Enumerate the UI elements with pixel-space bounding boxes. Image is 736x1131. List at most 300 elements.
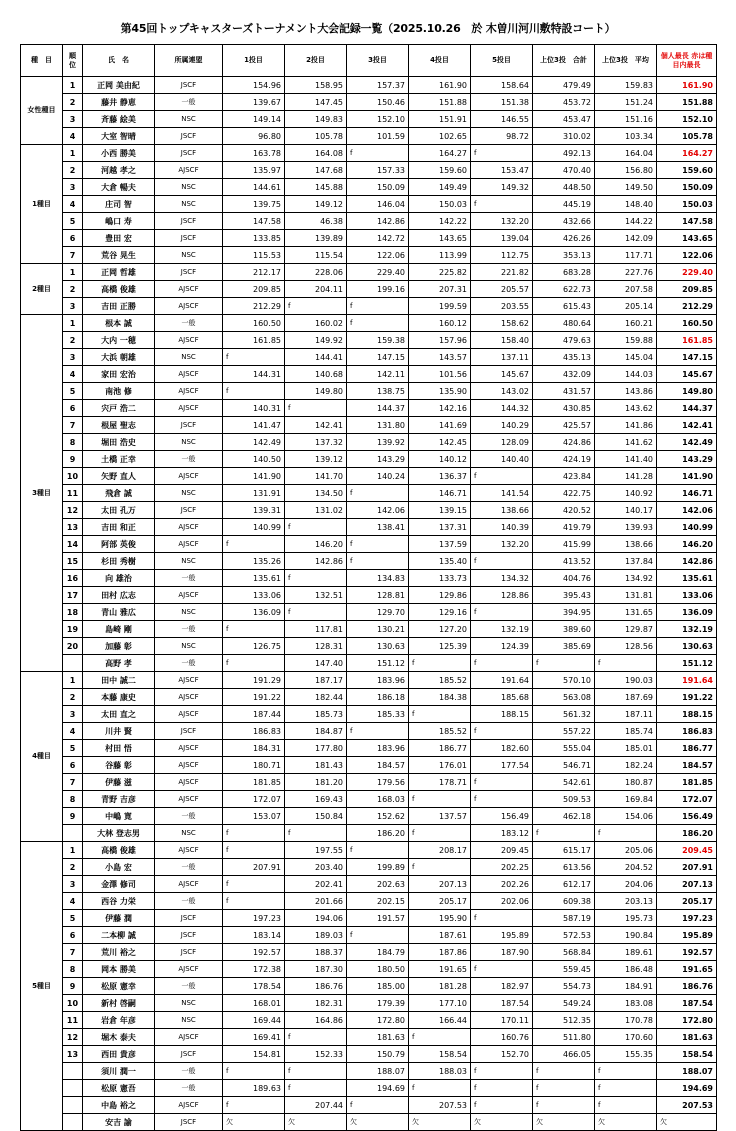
throw-4-cell: 142.45 — [409, 434, 471, 451]
rank-cell: 11 — [63, 485, 83, 502]
throw-3-cell: 138.75 — [347, 383, 409, 400]
throw-2-cell: f — [285, 1029, 347, 1046]
throw-4-cell: 199.59 — [409, 298, 471, 315]
rank-cell: 2 — [63, 859, 83, 876]
rank-cell: 1 — [63, 264, 83, 281]
throw-3-cell: 146.04 — [347, 196, 409, 213]
table-row — [21, 774, 717, 791]
affiliation-cell: NSC — [155, 434, 223, 451]
rank-cell: 3 — [63, 179, 83, 196]
top3-average-cell: 183.08 — [595, 995, 657, 1012]
personal-best-cell: 136.09 — [657, 604, 717, 621]
throw-1-cell: 149.14 — [223, 111, 285, 128]
table-row — [21, 655, 717, 672]
throw-2-cell: f — [285, 825, 347, 842]
throw-3-cell: 188.07 — [347, 1063, 409, 1080]
player-name: 高橋 俊雄 — [83, 842, 155, 859]
table-row — [21, 961, 717, 978]
event-name: 女性種目 — [21, 77, 63, 145]
throw-2-cell: 149.12 — [285, 196, 347, 213]
throw-3-cell: 150.46 — [347, 94, 409, 111]
personal-best-cell: 161.90 — [657, 77, 717, 94]
personal-best-cell: 172.07 — [657, 791, 717, 808]
throw-1-cell: f — [223, 536, 285, 553]
table-row — [21, 621, 717, 638]
affiliation-cell: NSC — [155, 111, 223, 128]
throw-2-cell: 185.73 — [285, 706, 347, 723]
top3-average-cell: 186.48 — [595, 961, 657, 978]
personal-best-cell: 181.63 — [657, 1029, 717, 1046]
top3-total-cell: 462.18 — [533, 808, 595, 825]
throw-3-cell: f — [347, 315, 409, 332]
table-row — [21, 1046, 717, 1063]
throw-4-cell: 151.91 — [409, 111, 471, 128]
throw-3-cell: 147.15 — [347, 349, 409, 366]
table-row — [21, 842, 717, 859]
throw-1-cell: 160.50 — [223, 315, 285, 332]
personal-best-cell: 144.37 — [657, 400, 717, 417]
top3-average-cell: 190.03 — [595, 672, 657, 689]
affiliation-cell: AJSCF — [155, 162, 223, 179]
throw-3-cell: 179.56 — [347, 774, 409, 791]
rank-cell: 2 — [63, 162, 83, 179]
personal-best-cell: 187.54 — [657, 995, 717, 1012]
throw-4-cell: f — [409, 791, 471, 808]
throw-4-cell: 129.86 — [409, 587, 471, 604]
player-name: 川井 賢 — [83, 723, 155, 740]
throw-4-cell: 184.38 — [409, 689, 471, 706]
player-name: 二本柳 誠 — [83, 927, 155, 944]
throw-2-cell: 201.66 — [285, 893, 347, 910]
event-name: 1種目 — [21, 145, 63, 264]
affiliation-cell: 一般 — [155, 808, 223, 825]
throw-4-cell: f — [409, 1080, 471, 1097]
personal-best-cell: 186.77 — [657, 740, 717, 757]
top3-average-cell: 138.66 — [595, 536, 657, 553]
throw-4-cell: 125.39 — [409, 638, 471, 655]
throw-3-cell: f — [347, 723, 409, 740]
throw-3-cell: 139.92 — [347, 434, 409, 451]
throw-4-cell: 142.22 — [409, 213, 471, 230]
throw-5-cell: 187.90 — [471, 944, 533, 961]
throw-5-cell: 209.45 — [471, 842, 533, 859]
top3-average-cell: 151.24 — [595, 94, 657, 111]
affiliation-cell: AJSCF — [155, 1029, 223, 1046]
throw-3-cell: 131.80 — [347, 417, 409, 434]
player-name: 正岡 美由紀 — [83, 77, 155, 94]
top3-average-cell: 103.34 — [595, 128, 657, 145]
affiliation-cell: AJSCF — [155, 281, 223, 298]
top3-average-cell: 185.74 — [595, 723, 657, 740]
player-name: 吉田 正勝 — [83, 298, 155, 315]
throw-3-cell: f — [347, 536, 409, 553]
throw-1-cell: 141.47 — [223, 417, 285, 434]
table-row — [21, 281, 717, 298]
rank-cell: 5 — [63, 213, 83, 230]
top3-average-cell: 欠 — [595, 1114, 657, 1131]
affiliation-cell: AJSCF — [155, 791, 223, 808]
top3-average-cell: 170.78 — [595, 1012, 657, 1029]
top3-average-cell: 144.22 — [595, 213, 657, 230]
personal-best-cell: 186.76 — [657, 978, 717, 995]
rank-cell: 2 — [63, 332, 83, 349]
throw-3-cell: 180.50 — [347, 961, 409, 978]
personal-best-cell: 152.10 — [657, 111, 717, 128]
header-cell: 個人最長 赤は種目内最長 — [657, 45, 717, 77]
throw-3-cell: 143.29 — [347, 451, 409, 468]
throw-5-cell: f — [471, 145, 533, 162]
results-body — [21, 77, 717, 1131]
rank-cell: 1 — [63, 77, 83, 94]
table-row — [21, 604, 717, 621]
top3-average-cell: 170.60 — [595, 1029, 657, 1046]
throw-2-cell: 欠 — [285, 1114, 347, 1131]
throw-3-cell: 199.89 — [347, 859, 409, 876]
top3-total-cell: 572.53 — [533, 927, 595, 944]
throw-3-cell: 140.24 — [347, 468, 409, 485]
rank-cell — [63, 1114, 83, 1131]
throw-4-cell: 161.90 — [409, 77, 471, 94]
throw-2-cell: 202.41 — [285, 876, 347, 893]
top3-average-cell: 182.24 — [595, 757, 657, 774]
top3-average-cell: 144.03 — [595, 366, 657, 383]
affiliation-cell: 一般 — [155, 1080, 223, 1097]
personal-best-cell: 141.90 — [657, 468, 717, 485]
top3-average-cell: 141.40 — [595, 451, 657, 468]
affiliation-cell: AJSCF — [155, 842, 223, 859]
throw-5-cell: 140.29 — [471, 417, 533, 434]
top3-total-cell: 555.04 — [533, 740, 595, 757]
table-row — [21, 587, 717, 604]
personal-best-cell: 192.57 — [657, 944, 717, 961]
personal-best-cell: 142.41 — [657, 417, 717, 434]
personal-best-cell: 135.61 — [657, 570, 717, 587]
player-name: 太田 直之 — [83, 706, 155, 723]
throw-1-cell: 161.85 — [223, 332, 285, 349]
throw-1-cell: 212.17 — [223, 264, 285, 281]
player-name: 新村 啓嗣 — [83, 995, 155, 1012]
player-name: 岩倉 年彦 — [83, 1012, 155, 1029]
table-row — [21, 383, 717, 400]
throw-5-cell: f — [471, 196, 533, 213]
top3-total-cell: 492.13 — [533, 145, 595, 162]
throw-3-cell: f — [347, 485, 409, 502]
rank-cell: 8 — [63, 434, 83, 451]
throw-2-cell: 177.80 — [285, 740, 347, 757]
throw-4-cell: 151.88 — [409, 94, 471, 111]
rank-cell: 4 — [63, 723, 83, 740]
personal-best-cell: 188.07 — [657, 1063, 717, 1080]
player-name: 飛倉 誠 — [83, 485, 155, 502]
personal-best-cell: 164.27 — [657, 145, 717, 162]
affiliation-cell: NSC — [155, 995, 223, 1012]
top3-total-cell: 587.19 — [533, 910, 595, 927]
throw-5-cell: f — [471, 774, 533, 791]
throw-1-cell: 181.85 — [223, 774, 285, 791]
throw-4-cell: 135.40 — [409, 553, 471, 570]
header-cell: 所属連盟 — [155, 45, 223, 77]
affiliation-cell: JSCF — [155, 230, 223, 247]
throw-3-cell: 142.06 — [347, 502, 409, 519]
personal-best-cell: 143.29 — [657, 451, 717, 468]
personal-best-cell: 161.85 — [657, 332, 717, 349]
affiliation-cell: JSCF — [155, 1046, 223, 1063]
affiliation-cell: NSC — [155, 196, 223, 213]
table-row — [21, 417, 717, 434]
throw-1-cell: 136.09 — [223, 604, 285, 621]
affiliation-cell: NSC — [155, 825, 223, 842]
player-name: 金澤 修司 — [83, 876, 155, 893]
throw-2-cell: 131.02 — [285, 502, 347, 519]
throw-2-cell: 147.45 — [285, 94, 347, 111]
affiliation-cell: JSCF — [155, 264, 223, 281]
top3-total-cell: 423.84 — [533, 468, 595, 485]
throw-4-cell: 207.13 — [409, 876, 471, 893]
throw-4-cell: 160.12 — [409, 315, 471, 332]
header-cell: 4投目 — [409, 45, 471, 77]
affiliation-cell: AJSCF — [155, 366, 223, 383]
personal-best-cell: 186.83 — [657, 723, 717, 740]
player-name: 高野 孝 — [83, 655, 155, 672]
top3-average-cell: 155.35 — [595, 1046, 657, 1063]
player-name: 大室 智晴 — [83, 128, 155, 145]
player-name: 大内 一穂 — [83, 332, 155, 349]
throw-3-cell: 130.63 — [347, 638, 409, 655]
top3-average-cell: 195.73 — [595, 910, 657, 927]
throw-5-cell: 202.25 — [471, 859, 533, 876]
top3-average-cell: 143.62 — [595, 400, 657, 417]
throw-1-cell: 172.07 — [223, 791, 285, 808]
top3-total-cell: 425.57 — [533, 417, 595, 434]
rank-cell: 6 — [63, 400, 83, 417]
throw-2-cell: f — [285, 570, 347, 587]
throw-2-cell: 184.87 — [285, 723, 347, 740]
throw-1-cell: f — [223, 655, 285, 672]
rank-cell: 13 — [63, 519, 83, 536]
top3-total-cell: 609.38 — [533, 893, 595, 910]
throw-4-cell: 178.71 — [409, 774, 471, 791]
throw-3-cell: 184.57 — [347, 757, 409, 774]
top3-total-cell: 422.75 — [533, 485, 595, 502]
player-name: 荒谷 晃生 — [83, 247, 155, 264]
header-cell: 種 目 — [21, 45, 63, 77]
throw-4-cell: 177.10 — [409, 995, 471, 1012]
throw-2-cell: 187.17 — [285, 672, 347, 689]
player-name: 根本 誠 — [83, 315, 155, 332]
throw-3-cell: f — [347, 298, 409, 315]
rank-cell: 4 — [63, 196, 83, 213]
throw-3-cell: f — [347, 553, 409, 570]
throw-1-cell: 212.29 — [223, 298, 285, 315]
throw-2-cell: 181.20 — [285, 774, 347, 791]
affiliation-cell: AJSCF — [155, 740, 223, 757]
personal-best-cell: 194.69 — [657, 1080, 717, 1097]
personal-best-cell: 150.09 — [657, 179, 717, 196]
throw-1-cell: 96.80 — [223, 128, 285, 145]
table-row — [21, 672, 717, 689]
top3-total-cell: 563.08 — [533, 689, 595, 706]
player-name: 本藤 康史 — [83, 689, 155, 706]
table-row — [21, 230, 717, 247]
rank-cell — [63, 1080, 83, 1097]
top3-average-cell: 160.21 — [595, 315, 657, 332]
personal-best-cell: 207.91 — [657, 859, 717, 876]
top3-total-cell: 395.43 — [533, 587, 595, 604]
player-name: 伊藤 潤 — [83, 910, 155, 927]
top3-total-cell: 424.19 — [533, 451, 595, 468]
throw-5-cell: 158.40 — [471, 332, 533, 349]
affiliation-cell: AJSCF — [155, 536, 223, 553]
throw-4-cell: 185.52 — [409, 672, 471, 689]
top3-total-cell: 613.56 — [533, 859, 595, 876]
throw-5-cell: f — [471, 961, 533, 978]
throw-4-cell: 101.56 — [409, 366, 471, 383]
throw-3-cell: 142.11 — [347, 366, 409, 383]
rank-cell: 5 — [63, 910, 83, 927]
player-name: 田村 広志 — [83, 587, 155, 604]
player-name: 庄司 智 — [83, 196, 155, 213]
player-name: 加藤 彰 — [83, 638, 155, 655]
top3-average-cell: 141.86 — [595, 417, 657, 434]
rank-cell: 3 — [63, 111, 83, 128]
throw-4-cell: 195.90 — [409, 910, 471, 927]
throw-1-cell: 154.81 — [223, 1046, 285, 1063]
throw-5-cell: 132.19 — [471, 621, 533, 638]
throw-3-cell: f — [347, 145, 409, 162]
affiliation-cell: 一般 — [155, 893, 223, 910]
throw-3-cell: 142.72 — [347, 230, 409, 247]
personal-best-cell: 105.78 — [657, 128, 717, 145]
throw-2-cell: 186.76 — [285, 978, 347, 995]
personal-best-cell: 151.12 — [657, 655, 717, 672]
personal-best-cell: 142.06 — [657, 502, 717, 519]
top3-total-cell: 612.17 — [533, 876, 595, 893]
throw-1-cell: f — [223, 621, 285, 638]
personal-best-cell: 209.85 — [657, 281, 717, 298]
table-row — [21, 791, 717, 808]
top3-average-cell: 185.01 — [595, 740, 657, 757]
throw-4-cell: 188.03 — [409, 1063, 471, 1080]
table-row — [21, 876, 717, 893]
top3-total-cell: 432.09 — [533, 366, 595, 383]
top3-average-cell: f — [595, 1063, 657, 1080]
player-name: 豊田 宏 — [83, 230, 155, 247]
throw-3-cell: 144.37 — [347, 400, 409, 417]
affiliation-cell: 一般 — [155, 621, 223, 638]
rank-cell: 3 — [63, 298, 83, 315]
player-name: 小島 宏 — [83, 859, 155, 876]
affiliation-cell: 一般 — [155, 978, 223, 995]
throw-2-cell: 145.88 — [285, 179, 347, 196]
throw-2-cell: 207.44 — [285, 1097, 347, 1114]
top3-total-cell: 424.86 — [533, 434, 595, 451]
throw-5-cell: 188.15 — [471, 706, 533, 723]
throw-2-cell: f — [285, 298, 347, 315]
rank-cell: 3 — [63, 706, 83, 723]
throw-2-cell: 149.83 — [285, 111, 347, 128]
top3-average-cell: 148.40 — [595, 196, 657, 213]
table-row — [21, 1080, 717, 1097]
throw-5-cell: 153.47 — [471, 162, 533, 179]
throw-1-cell: 133.85 — [223, 230, 285, 247]
table-row — [21, 213, 717, 230]
top3-total-cell: 549.24 — [533, 995, 595, 1012]
affiliation-cell: JSCF — [155, 944, 223, 961]
throw-5-cell: 140.40 — [471, 451, 533, 468]
throw-1-cell: 115.53 — [223, 247, 285, 264]
top3-average-cell: f — [595, 655, 657, 672]
throw-1-cell: 135.97 — [223, 162, 285, 179]
affiliation-cell: AJSCF — [155, 672, 223, 689]
rank-cell: 10 — [63, 468, 83, 485]
throw-2-cell: f — [285, 604, 347, 621]
affiliation-cell: AJSCF — [155, 689, 223, 706]
throw-4-cell: 191.65 — [409, 961, 471, 978]
throw-2-cell: 164.08 — [285, 145, 347, 162]
personal-best-cell: 205.17 — [657, 893, 717, 910]
affiliation-cell: NSC — [155, 638, 223, 655]
top3-average-cell: 164.04 — [595, 145, 657, 162]
throw-5-cell: 202.26 — [471, 876, 533, 893]
throw-1-cell: 178.54 — [223, 978, 285, 995]
table-row — [21, 740, 717, 757]
player-name: 岡本 勝美 — [83, 961, 155, 978]
top3-total-cell: 480.64 — [533, 315, 595, 332]
player-name: 根屋 聖志 — [83, 417, 155, 434]
table-row — [21, 893, 717, 910]
throw-2-cell: 150.84 — [285, 808, 347, 825]
affiliation-cell: JSCF — [155, 1114, 223, 1131]
affiliation-cell: AJSCF — [155, 774, 223, 791]
top3-total-cell: 404.76 — [533, 570, 595, 587]
throw-5-cell: f — [471, 791, 533, 808]
throw-1-cell: 147.58 — [223, 213, 285, 230]
throw-4-cell: 207.31 — [409, 281, 471, 298]
top3-average-cell: f — [595, 825, 657, 842]
top3-total-cell: 470.40 — [533, 162, 595, 179]
table-row — [21, 196, 717, 213]
throw-5-cell: 141.54 — [471, 485, 533, 502]
throw-3-cell: 138.41 — [347, 519, 409, 536]
throw-4-cell: 143.57 — [409, 349, 471, 366]
throw-1-cell: f — [223, 1097, 285, 1114]
rank-cell: 13 — [63, 1046, 83, 1063]
throw-2-cell: 194.06 — [285, 910, 347, 927]
rank-cell: 6 — [63, 230, 83, 247]
personal-best-cell: 195.89 — [657, 927, 717, 944]
player-name: 大浜 朝雄 — [83, 349, 155, 366]
throw-5-cell: 203.55 — [471, 298, 533, 315]
throw-2-cell: 189.03 — [285, 927, 347, 944]
throw-4-cell: 207.53 — [409, 1097, 471, 1114]
top3-average-cell: 180.87 — [595, 774, 657, 791]
top3-average-cell: 227.76 — [595, 264, 657, 281]
top3-average-cell: 204.06 — [595, 876, 657, 893]
throw-1-cell: 154.96 — [223, 77, 285, 94]
player-name: 大倉 暢夫 — [83, 179, 155, 196]
top3-average-cell: 187.11 — [595, 706, 657, 723]
throw-5-cell: 158.64 — [471, 77, 533, 94]
top3-average-cell: 203.13 — [595, 893, 657, 910]
player-name: 島崎 剛 — [83, 621, 155, 638]
throw-1-cell: 187.44 — [223, 706, 285, 723]
throw-3-cell: 152.10 — [347, 111, 409, 128]
affiliation-cell: 一般 — [155, 1063, 223, 1080]
player-name: 堀田 浩史 — [83, 434, 155, 451]
rank-cell: 6 — [63, 927, 83, 944]
table-row — [21, 298, 717, 315]
event-name: 2種目 — [21, 264, 63, 315]
